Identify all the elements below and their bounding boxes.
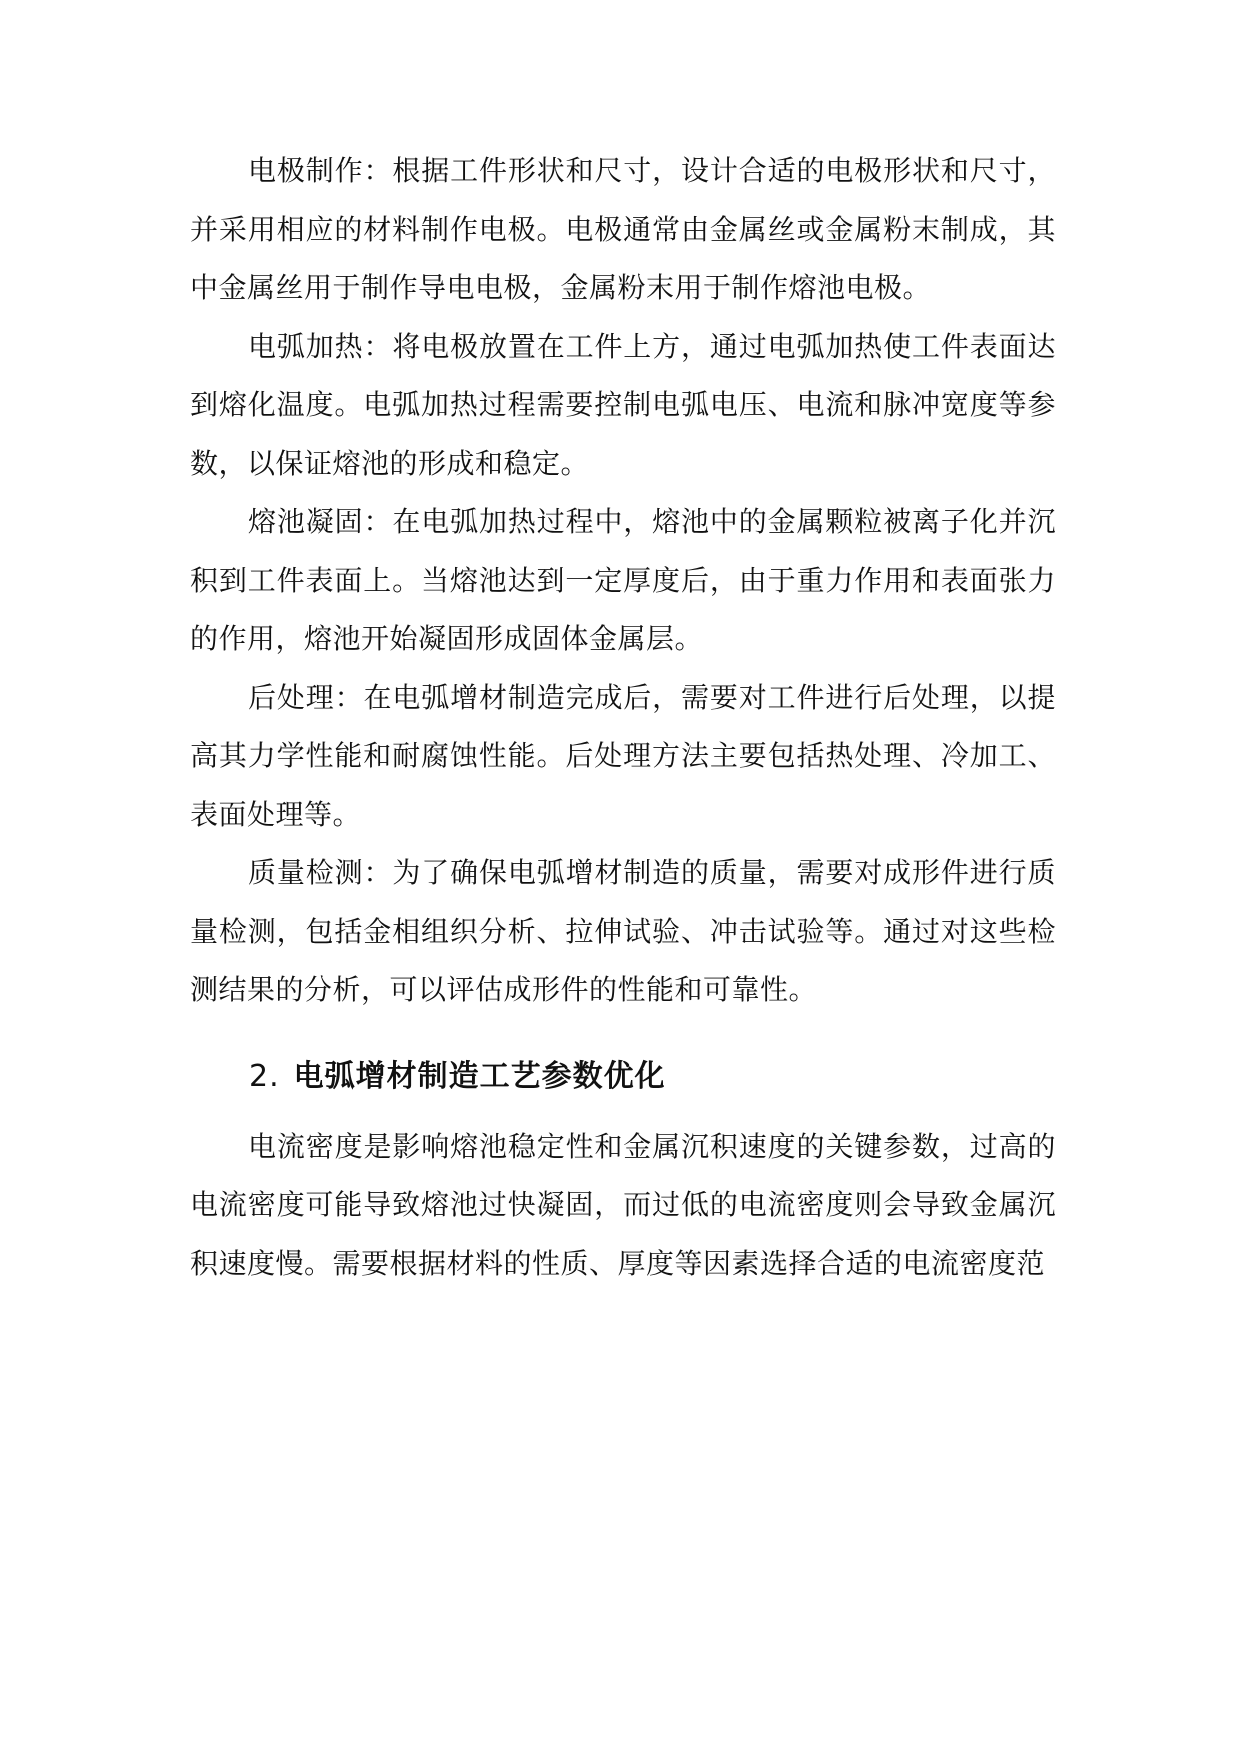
paragraph-quality-inspection: 质量检测：为了确保电弧增材制造的质量，需要对成形件进行质量检测，包括金相组织分析、拉伸试验、冲击试验等。通过对这些检测结果的分析，可以评估成形件的性能和可靠性。 — [190, 856, 1056, 1006]
paragraph-electrode-fabrication: 电极制作：根据工件形状和尺寸，设计合适的电极形状和尺寸，并采用相应的材料制作电极。电极通常由金属丝或金属粉末制成，其中金属丝用于制作导电电极，金属粉末用于制作熔池电极。 — [190, 154, 1056, 304]
section-heading — [190, 1048, 1056, 1106]
paragraph-post-processing: 后处理：在电弧增材制造完成后，需要对工件进行后处理，以提高其力学性能和耐腐蚀性能。后处理方法主要包括热处理、冷加工、表面处理等。 — [190, 680, 1056, 831]
section-title: 电弧增材制造工艺参数优化 — [293, 1058, 666, 1094]
paragraph-current-density: 电流密度是影响熔池稳定性和金属沉积速度的关键参数，过高的电流密度可能导致熔池过快凝固，而过低的电流密度则会导致金属沉积速度慢。需要根据材料的性质、厚度等因素选择合适的电流密度范 — [190, 1129, 1056, 1280]
section-number: 2. — [249, 1058, 280, 1094]
paragraph-melt-pool-solidification: 熔池凝固：在电弧加热过程中，熔池中的金属颗粒被离子化并沉积到工件表面上。当熔池达到一定厚度后，由于重力作用和表面张力的作用，熔池开始凝固形成固体金属层。 — [190, 505, 1056, 655]
paragraph-arc-heating: 电弧加热：将电极放置在工件上方，通过电弧加热使工件表面达到熔化温度。电弧加热过程需要控制电弧电压、电流和脉冲宽度等参数，以保证熔池的形成和稳定。 — [190, 329, 1056, 480]
document-body — [190, 142, 1056, 1293]
